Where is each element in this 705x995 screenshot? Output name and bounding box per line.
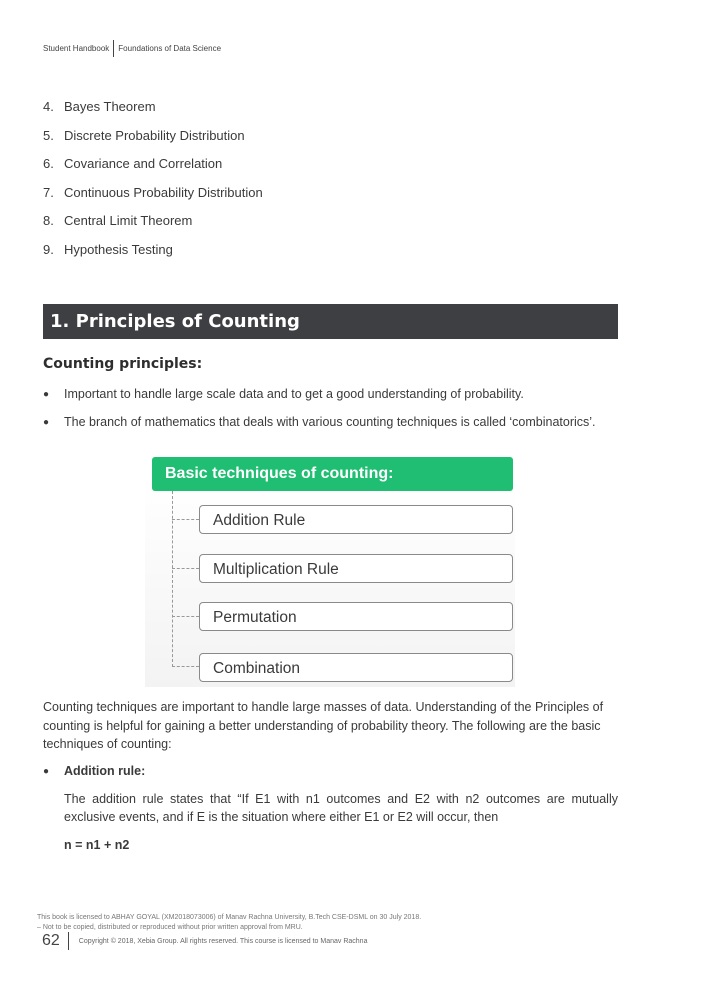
technique-permutation: Permutation [199, 602, 513, 631]
diagram-branch [172, 666, 199, 667]
list-number: 9. [43, 241, 54, 257]
footer-divider [68, 932, 69, 950]
bullet-dot-icon: ● [43, 388, 50, 400]
copyright-text: Copyright © 2018, Xebia Group. All rights reserved. This course is licensed to Manav Rachna [78, 937, 368, 945]
license-notice [37, 913, 421, 933]
book-name: Student Handbook [43, 44, 110, 53]
list-label: Discrete Probability Distribution [64, 127, 245, 143]
course-name: Foundations of Data Science [118, 44, 222, 53]
list-item [43, 380, 633, 408]
list-label: Bayes Theorem [64, 99, 156, 114]
diagram-branch [172, 519, 199, 520]
header-divider [113, 40, 114, 57]
list-label: Hypothesis Testing [64, 241, 173, 257]
technique-combination: Combination [199, 653, 513, 682]
bullet-text: The branch of mathematics that deals with various counting techniques is called ‘combinatorics’. [64, 415, 596, 429]
bullet-text: Important to handle large scale data and to get a good understanding of probability. [64, 387, 524, 401]
diagram-branch [172, 568, 199, 569]
diagram-connector [172, 491, 173, 667]
technique-addition-rule: Addition Rule [199, 505, 513, 534]
body-paragraph: Counting techniques are important to handle large masses of data. Understanding of the Principles of counting is helpful for gaining a better understanding of probability theory. The following are the basic techniques of counting: [43, 700, 604, 751]
list-item [43, 156, 263, 185]
page-header [43, 40, 221, 57]
list-item [43, 185, 263, 214]
list-number: 7. [43, 184, 54, 200]
rule-label: Addition rule: [64, 764, 146, 778]
bullet-dot-icon: ● [43, 766, 50, 777]
diagram-branch [172, 616, 199, 617]
list-item [43, 408, 633, 436]
bullet-dot-icon: ● [43, 416, 50, 428]
list-item [43, 213, 263, 242]
list-number: 6. [43, 156, 54, 171]
section-title: 1. Principles of Counting [43, 304, 618, 339]
topic-list [43, 99, 263, 270]
list-number: 8. [43, 213, 54, 228]
page-number: 62 [42, 932, 60, 949]
list-item [43, 764, 145, 780]
list-number: 4. [43, 99, 54, 114]
list-item [43, 242, 263, 271]
list-item [43, 128, 263, 157]
bullet-list [43, 380, 633, 436]
counting-techniques-diagram [145, 456, 515, 686]
rule-formula: n = n1 + n2 [64, 838, 130, 852]
rule-description: The addition rule states that “If E1 with n1 outcomes and E2 with n2 outcomes are mutually exclusive events, and if E is the situation where either E1 or E2 will occur, then [64, 792, 618, 824]
list-label: Covariance and Correlation [64, 156, 223, 171]
list-label: Central Limit Theorem [64, 213, 193, 228]
license-line: This book is licensed to ABHAY GOYAL (XM2018073006) of Manav Rachna University, B.Tech CSE-DSML on 30 July 2018. [37, 914, 422, 921]
list-number: 5. [43, 127, 54, 143]
list-label: Continuous Probability Distribution [64, 184, 263, 200]
page-footer [42, 932, 367, 950]
license-line: – Not to be copied, distributed or reproduced without prior written approval from MRU. [37, 924, 303, 931]
technique-multiplication-rule: Multiplication Rule [199, 554, 513, 583]
diagram-title: Basic techniques of counting: [152, 457, 513, 491]
subheading: Counting principles: [43, 356, 203, 372]
list-item [43, 99, 263, 128]
